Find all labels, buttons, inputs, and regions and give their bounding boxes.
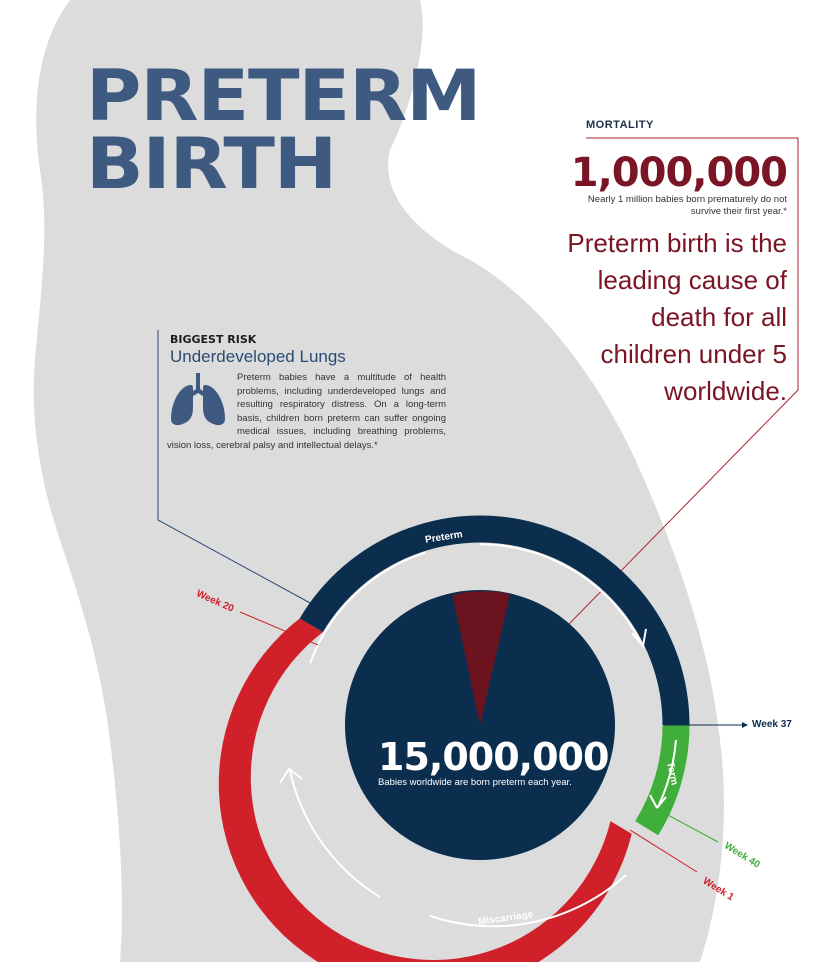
- week37-tick-arrow: [742, 722, 748, 728]
- lungs-icon: [167, 371, 229, 429]
- week20-label: Week 20: [194, 588, 236, 615]
- title-line-2: BIRTH: [86, 123, 337, 205]
- risk-label: BIGGEST RISK: [170, 333, 257, 346]
- page-title: [86, 55, 481, 205]
- risk-body: Preterm babies have a multitude of health problems, including underdeveloped lungs and resulting respiratory distress. On a long-term basis, children born preterm can suffer ongoing medical issues, including breathing problems, vision loss, cerebral palsy and intellectual delays.*: [167, 372, 446, 451]
- risk-text-block: [167, 371, 446, 452]
- week1-label: Week 1: [700, 875, 736, 904]
- preterm-label: Preterm: [424, 529, 464, 546]
- title-line-1: PRETERM: [86, 55, 481, 137]
- mortality-statement: Preterm birth is the leading cause of death for all children under 5 worldwide.: [567, 228, 787, 406]
- center-caption: Babies worldwide are born preterm each year.: [378, 777, 572, 788]
- week40-label: Week 40: [722, 840, 762, 871]
- center-number: 15,000,000: [378, 735, 609, 779]
- mortality-note: Nearly 1 million babies born prematurely do not survive their first year.*: [587, 194, 787, 217]
- mortality-label: MORTALITY: [586, 119, 654, 131]
- week37-label: Week 37: [752, 719, 792, 730]
- mortality-number: 1,000,000: [570, 150, 787, 196]
- risk-heading: Underdeveloped Lungs: [170, 347, 346, 366]
- term-label: Term: [664, 760, 680, 787]
- miscarriage-label: Miscarriage: [477, 909, 535, 928]
